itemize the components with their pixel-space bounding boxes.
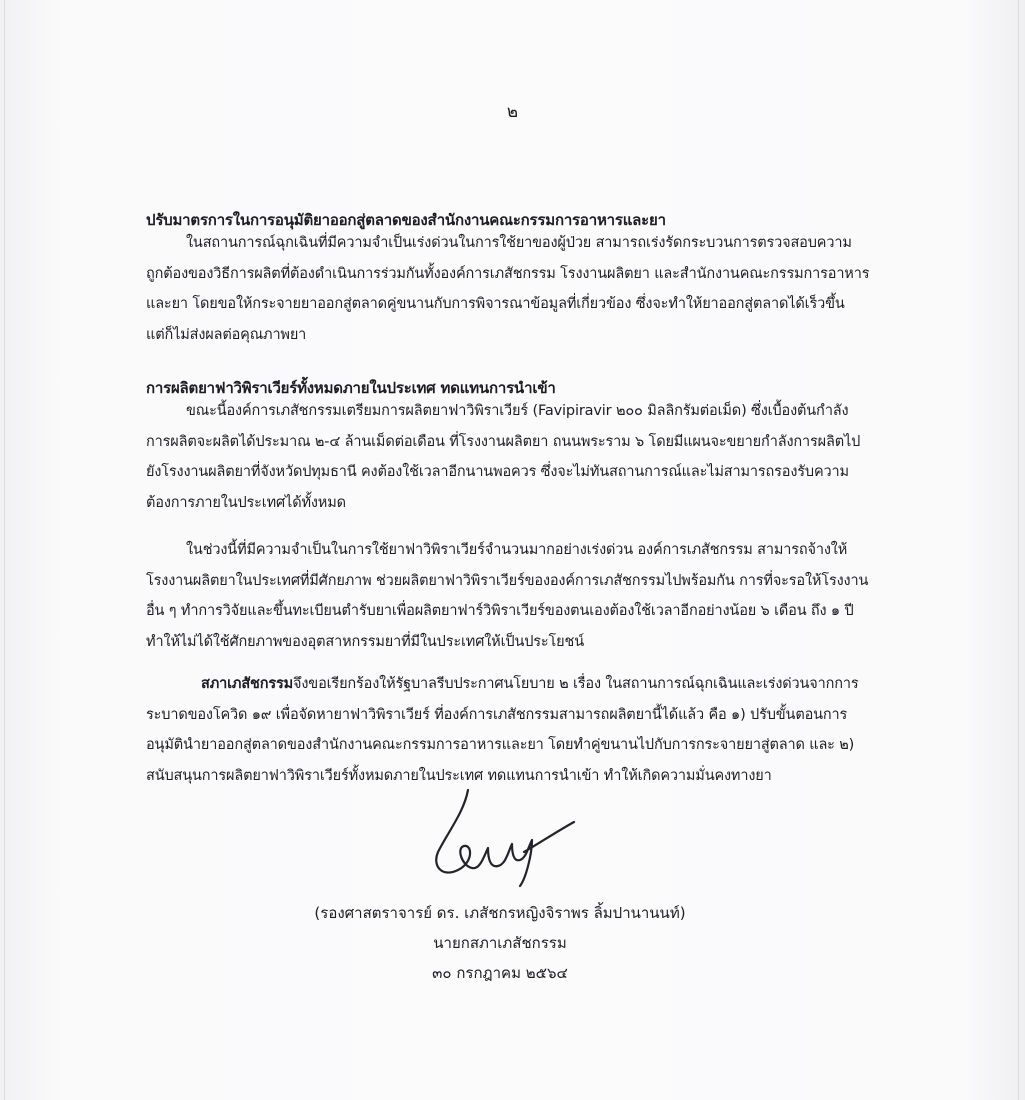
- paragraph-line: และยา โดยขอให้กระจายยาออกสู่ตลาดคู่ขนานกับการพิจารณาข้อมูลที่เกี่ยวข้อง ซึ่งจะทำให้ยาออกสู่ตลาดได้เร็วขึ้น: [146, 296, 845, 312]
- handwritten-signature: [428, 782, 578, 892]
- paragraph-line: ขณะนี้องค์การเภสัชกรรมเตรียมการผลิตยาฟาวิพิราเวียร์ (Favipiravir ๒๐๐ มิลลิกรัมต่อเม็ด) ซึ่งเบื้องต้นกำลัง: [186, 403, 849, 419]
- paragraph-line: ทำให้ไม่ได้ใช้ศักยภาพของอุตสาหกรรมยาที่มีในประเทศให้เป็นประโยชน์: [146, 633, 584, 650]
- paragraph-line: โรงงานผลิตยาในประเทศที่มีศักยภาพ ช่วยผลิตยาฟาวิพิราเวียร์ขององค์การเภสัชกรรมไปพร้อมกัน การที่จะรอให้โรงงาน: [146, 572, 869, 589]
- council-name-bold: สภาเภสัชกรรม: [201, 676, 294, 692]
- paragraph-line: แต่ก็ไม่ส่งผลต่อคุณภาพยา: [146, 326, 307, 343]
- paragraph-line: ระบาดของโควิด ๑๙ เพื่อจัดหายาฟาวิพิราเวียร์ ที่องค์การเภสัชกรรมสามารถผลิตยานี้ได้แล้ว คือ ๑) ปรับขั้นตอนการ: [146, 706, 848, 723]
- paragraph-line-rest: จึงขอเรียกร้องให้รัฐบาลรีบประกาศนโยบาย ๒ เรื่อง ในสถานการณ์ฉุกเฉินและเร่งด่วนจากการ: [293, 676, 859, 692]
- paragraph-line: ในช่วงนี้ที่มีความจำเป็นในการใช้ยาฟาวิพิราเวียร์จำนวนมากอย่างเร่งด่วน องค์การเภสัชกรรม สามารถจ้างให้: [186, 542, 848, 558]
- paragraph-contract-manufacturing: [146, 535, 946, 657]
- paragraph-line: สนับสนุนการผลิตยาฟาวิพิราเวียร์ทั้งหมดภายในประเทศ ทดแทนการนำเข้า ทำให้เกิดความมั่นคงทางยา: [146, 767, 772, 784]
- signatory-position: นายกสภาเภสัชกรรม: [433, 934, 567, 952]
- paragraph-line: ยังโรงงานผลิตยาที่จังหวัดปทุมธานี คงต้องใช้เวลาอีกนานพอควร ซึ่งจะไม่ทันสถานการณ์และไม่สามารถรองรับความ: [146, 464, 849, 480]
- paragraph-local-production: [146, 396, 946, 518]
- paragraph-line: อื่น ๆ ทำการวิจัยและขึ้นทะเบียนตำรับยาเพื่อผลิตยาฟาร์วิพิราเวียร์ของตนเองต้องใช้เวลาอีกอย่างน้อย ๖ เดือน ถึง ๑ ปี: [146, 603, 854, 619]
- paragraph-line: ในสถานการณ์ฉุกเฉินที่มีความจำเป็นเร่งด่วนในการใช้ยาของผู้ป่วย สามารถเร่งรัดกระบวนการตรวจสอบความ: [186, 235, 852, 251]
- signature-block: [300, 898, 700, 988]
- document-date: ๓๐ กรกฎาคม ๒๕๖๔: [432, 964, 568, 982]
- paragraph-line: ถูกต้องของวิธีการผลิตที่ต้องดำเนินการร่วมกันทั้งองค์การเภสัชกรรม โรงงานผลิตยา และสำนักงานคณะกรรมการอาหาร: [146, 265, 870, 282]
- paragraph-policy-request: [146, 669, 946, 791]
- scan-edge-right: [1018, 0, 1019, 1100]
- page-number: ๒: [506, 102, 519, 122]
- signatory-name: (รองศาสตราจารย์ ดร. เภสัชกรหญิงจิราพร ลิ้มปานานนท์): [314, 904, 686, 922]
- scan-edge-left: [4, 0, 5, 1100]
- section-heading-fda-approval: ปรับมาตรการในการอนุมัติยาออกสู่ตลาดของสำนักงานคณะกรรมการอาหารและยา: [146, 211, 666, 229]
- paragraph-fda-approval: [146, 228, 946, 350]
- paragraph-line: อนุมัตินำยาออกสู่ตลาดของสำนักงานคณะกรรมการอาหารและยา โดยทำคู่ขนานไปกับการกระจายยาสู่ตลาด และ ๒): [146, 737, 855, 753]
- paragraph-line: ต้องการภายในประเทศได้ทั้งหมด: [146, 494, 346, 511]
- paragraph-line: [146, 669, 946, 700]
- paragraph-line: การผลิตจะผลิตได้ประมาณ ๒-๔ ล้านเม็ดต่อเดือน ที่โรงงานผลิตยา ถนนพระราม ๖ โดยมีแผนจะขยายกำลังการผลิตไป: [146, 433, 861, 450]
- section-heading-local-production: การผลิตยาฟาวิพิราเวียร์ทั้งหมดภายในประเทศ ทดแทนการนำเข้า: [146, 379, 556, 397]
